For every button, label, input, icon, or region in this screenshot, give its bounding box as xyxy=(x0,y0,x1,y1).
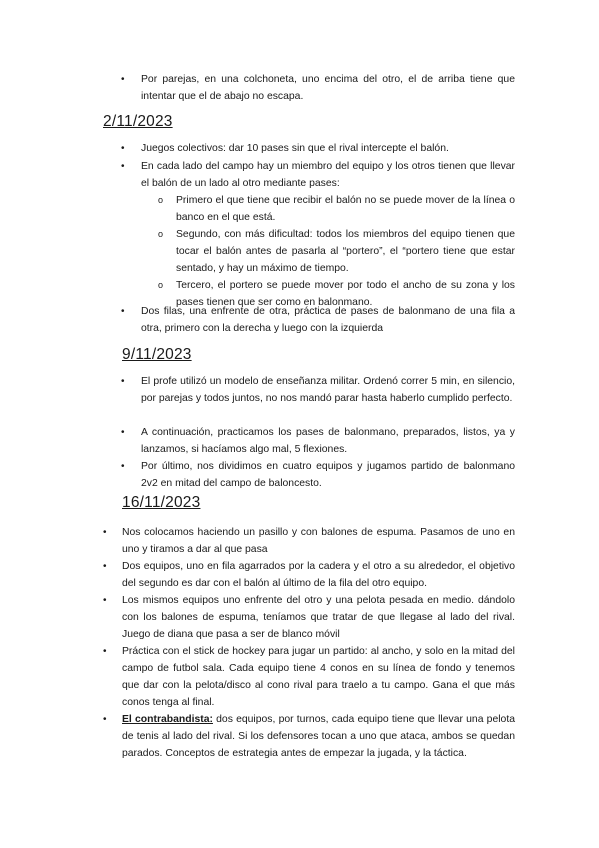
bullet-icon: • xyxy=(121,143,125,154)
bullet-icon: • xyxy=(103,595,107,606)
item-heading: El contrabandista: xyxy=(122,714,213,725)
bullet-icon: • xyxy=(121,74,125,85)
bullet-icon: • xyxy=(103,561,107,572)
sub-list-item: Tercero, el portero se puede mover por todo el ancho de su zona y los pases tienen que ser como en balonmano. xyxy=(176,280,515,308)
list-item: Por parejas, en una colchoneta, uno encima del otro, el de arriba tiene que intentar que el de abajo no escapa. xyxy=(141,74,515,102)
list-item: Nos colocamos haciendo un pasillo y con balones de espuma. Pasamos de uno en uno y tiramos a dar al que pasa xyxy=(122,527,515,555)
section-date-2: 9/11/2023 xyxy=(122,346,192,363)
item-text: dos equipos, por turnos, cada equipo tiene que llevar una pelota de tenis al lado del rival. Si los defensores tocan a uno que ataca, ambos se quedan parados. Conceptos de estrategia antes de empezar la jugada, y la táctica. xyxy=(122,714,515,759)
bullet-icon: • xyxy=(121,161,125,172)
sub-list-item: Segundo, con más dificultad: todos los miembros del equipo tienen que tocar el balón antes de pasarla al “portero”, el “portero tiene que estar sentado, y hay un máximo de tiempo. xyxy=(176,229,515,274)
list-item: Práctica con el stick de hockey para jugar un partido: al ancho, y solo en la mitad del campo de futbol sala. Cada equipo tiene 4 conos en su línea de fondo y tenemos que dar con la pelota/disco al cono rival para traelo a tu campo. Gana el que más conos tenga al final. xyxy=(122,646,515,708)
bullet-icon: • xyxy=(121,306,125,317)
bullet-icon: • xyxy=(103,714,107,725)
sub-list-item: Primero el que tiene que recibir el balón no se puede mover de la línea o banco en el que está. xyxy=(176,195,515,223)
bullet-icon: • xyxy=(121,427,125,438)
section-date-3: 16/11/2023 xyxy=(122,494,201,511)
list-item: Dos filas, una enfrente de otra, práctica de pases de balonmano de una fila a otra, primero con la derecha y luego con la izquierda xyxy=(141,306,515,334)
list-item: El profe utilizó un modelo de enseñanza militar. Ordenó correr 5 min, en silencio, por parejas y todos juntos, no nos mandó parar hasta haberlo cumplido perfecto. xyxy=(141,376,515,404)
list-item: Juegos colectivos: dar 10 pases sin que el rival intercepte el balón. xyxy=(141,143,449,154)
bullet-icon: • xyxy=(103,527,107,538)
bullet-icon: • xyxy=(121,376,125,387)
list-item xyxy=(122,711,515,762)
bullet-icon: • xyxy=(103,646,107,657)
list-item: Dos equipos, uno en fila agarrados por la cadera y el otro a su alrededor, el objetivo del segundo es dar con el balón al último de la fila del otro equipo. xyxy=(122,561,515,589)
list-item: Por último, nos dividimos en cuatro equipos y jugamos partido de balonmano 2v2 en mitad del campo de baloncesto. xyxy=(141,461,515,489)
circle-bullet-icon: o xyxy=(158,229,164,239)
list-item: A continuación, practicamos los pases de balonmano, preparados, listos, ya y lanzamos, si hacíamos algo mal, 5 flexiones. xyxy=(141,427,515,455)
list-item: Los mismos equipos uno enfrente del otro y una pelota pesada en medio. dándolo con los balones de espuma, teníamos que tratar de que llegase al lado del rival. Juego de diana que pasa a ser de blanco móvil xyxy=(122,595,515,640)
section-date-1: 2/11/2023 xyxy=(103,113,173,130)
circle-bullet-icon: o xyxy=(158,280,164,290)
circle-bullet-icon: o xyxy=(158,195,164,205)
list-item: En cada lado del campo hay un miembro del equipo y los otros tienen que llevar el balón de un lado al otro mediante pases: xyxy=(141,161,515,189)
bullet-icon: • xyxy=(121,461,125,472)
